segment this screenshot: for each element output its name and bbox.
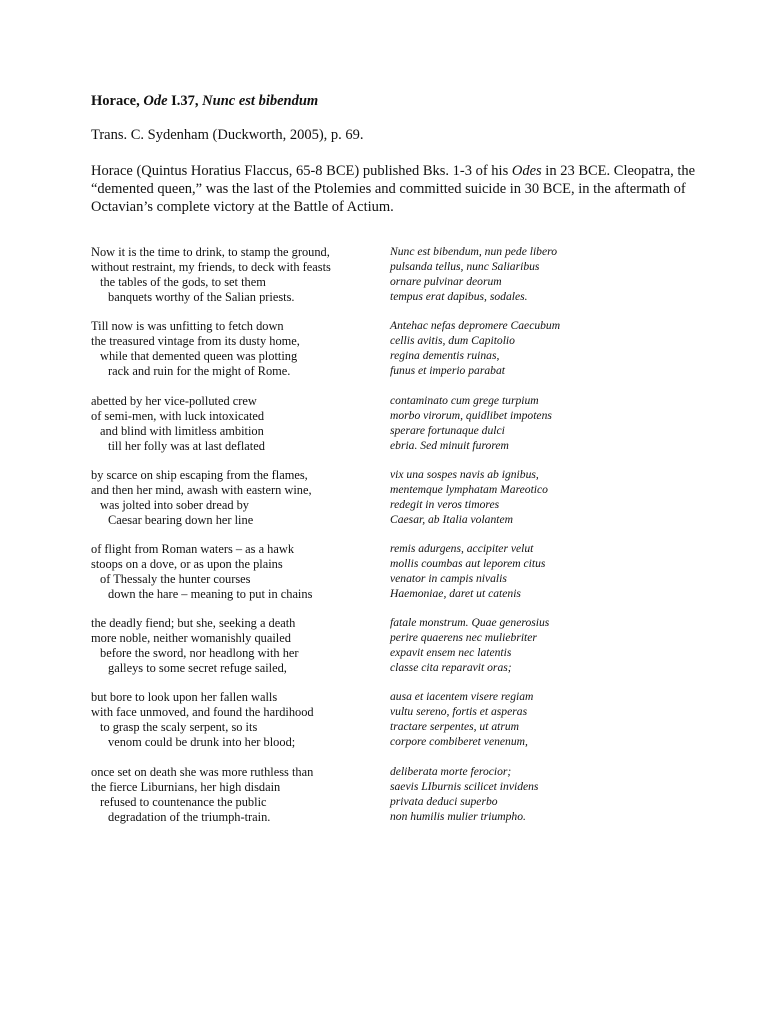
english-line: venom could be drunk into her blood;	[108, 734, 296, 749]
latin-line: ausa et iacentem visere regiam	[390, 690, 534, 703]
latin-stanza	[390, 394, 690, 454]
english-line: was jolted into sober dread by	[100, 497, 249, 512]
english-stanza	[91, 394, 381, 454]
english-line: and then her mind, awash with eastern wine,	[91, 482, 312, 497]
latin-line: non humilis mulier triumpho.	[390, 809, 526, 823]
title-prefix: Horace,	[91, 93, 144, 109]
english-line: and blind with limitless ambition	[100, 423, 264, 438]
english-line: by scarce on ship escaping from the flames,	[91, 468, 308, 482]
title-number: I.37,	[167, 93, 203, 109]
latin-line: deliberata morte ferocior;	[390, 765, 512, 778]
latin-line: redegit in veros timores	[390, 497, 500, 511]
latin-stanza	[390, 468, 690, 528]
latin-line: vultu sereno, fortis et asperas	[390, 704, 528, 718]
latin-line: cellis avitis, dum Capitolio	[390, 333, 515, 347]
english-line: refused to countenance the public	[100, 794, 267, 809]
latin-line: corpore combiberet venenum,	[390, 734, 528, 748]
intro-line-2: “demented queen,” was the last of the Ptolemies and committed suicide in 30 BCE, in the aftermath of	[91, 181, 686, 197]
english-stanza	[91, 765, 381, 825]
latin-line: classe cita reparavit oras;	[390, 660, 512, 674]
english-stanza	[91, 468, 381, 528]
english-stanza	[91, 319, 381, 379]
english-line: the treasured vintage from its dusty home,	[91, 333, 300, 348]
title-ode: Ode	[143, 93, 168, 109]
latin-stanza	[390, 542, 690, 602]
intro-paragraph	[91, 162, 696, 216]
latin-line: vix una sospes navis ab ignibus,	[390, 468, 539, 481]
latin-stanza	[390, 690, 690, 750]
english-line: without restraint, my friends, to deck with feasts	[91, 259, 331, 274]
english-line: the fierce Liburnians, her high disdain	[91, 779, 281, 794]
english-line: rack and ruin for the might of Rome.	[108, 363, 291, 378]
latin-line: venator in campis nivalis	[390, 571, 507, 585]
latin-stanza	[390, 765, 690, 825]
english-line: but bore to look upon her fallen walls	[91, 690, 278, 704]
english-line: galleys to some secret refuge sailed,	[108, 660, 287, 675]
latin-line: sperare fortunaque dulci	[390, 423, 505, 437]
latin-line: tempus erat dapibus, sodales.	[390, 289, 528, 303]
translation-note: Trans. C. Sydenham (Duckworth, 2005), p. 69.	[91, 127, 364, 143]
title-latin: Nunc est bibendum	[202, 93, 319, 109]
english-stanza	[91, 542, 381, 602]
english-line: more noble, neither womanishly quailed	[91, 630, 291, 645]
english-line: to grasp the scaly serpent, so its	[100, 719, 258, 734]
latin-stanza	[390, 319, 690, 379]
english-line: Till now is was unfitting to fetch down	[91, 319, 284, 333]
latin-line: privata deduci superbo	[390, 794, 498, 808]
latin-stanza	[390, 616, 690, 676]
english-line: degradation of the triumph-train.	[108, 809, 271, 824]
latin-line: mollis coumbas aut leporem citus	[390, 556, 546, 570]
english-line: before the sword, nor headlong with her	[100, 645, 299, 660]
latin-line: fatale monstrum. Quae generosius	[390, 616, 550, 629]
english-line: Now it is the time to drink, to stamp the ground,	[91, 245, 330, 259]
english-line: once set on death she was more ruthless than	[91, 765, 314, 779]
english-line: abetted by her vice-polluted crew	[91, 394, 257, 408]
english-line: down the hare – meaning to put in chains	[108, 586, 313, 601]
intro-line-3: Octavian’s complete victory at the Battle of Actium.	[91, 199, 394, 215]
latin-line: Nunc est bibendum, nun pede libero	[390, 245, 558, 258]
latin-line: tractare serpentes, ut atrum	[390, 719, 520, 733]
latin-line: Caesar, ab Italia volantem	[390, 512, 514, 526]
document-title	[91, 93, 318, 110]
english-line: the tables of the gods, to set them	[100, 274, 266, 289]
latin-stanza	[390, 245, 690, 305]
latin-line: ebria. Sed minuit furorem	[390, 438, 509, 452]
english-stanza	[91, 690, 381, 750]
english-line: while that demented queen was plotting	[100, 348, 298, 363]
intro-line-1-a: Horace (Quintus Horatius Flaccus, 65-8 BCE) published Bks. 1-3 of his	[91, 163, 512, 179]
english-line: of semi-men, with luck intoxicated	[91, 408, 265, 423]
latin-line: mentemque lymphatam Mareotico	[390, 482, 548, 496]
english-line: Caesar bearing down her line	[108, 512, 254, 527]
latin-line: contaminato cum grege turpium	[390, 394, 539, 407]
english-stanza	[91, 616, 381, 676]
latin-line: saevis LIburnis scilicet invidens	[390, 779, 539, 793]
english-line: with face unmoved, and found the hardihood	[91, 704, 314, 719]
intro-odes-italic: Odes	[511, 163, 542, 179]
latin-line: ornare pulvinar deorum	[390, 274, 502, 288]
english-line: stoops on a dove, or as upon the plains	[91, 556, 283, 571]
intro-line-1-b: in 23 BCE. Cleopatra, the	[541, 163, 696, 179]
english-line: till her folly was at last deflated	[108, 438, 265, 453]
english-stanza	[91, 245, 381, 305]
english-line: of Thessaly the hunter courses	[100, 571, 251, 586]
intro-line-1	[91, 162, 696, 180]
latin-line: regina dementis ruinas,	[390, 348, 500, 362]
latin-line: pulsanda tellus, nunc Saliaribus	[390, 259, 540, 273]
latin-line: funus et imperio parabat	[390, 363, 505, 377]
latin-line: Antehac nefas depromere Caecubum	[390, 319, 561, 332]
english-line: the deadly fiend; but she, seeking a death	[91, 616, 296, 630]
latin-line: Haemoniae, daret ut catenis	[390, 586, 521, 600]
latin-line: remis adurgens, accipiter velut	[390, 542, 534, 555]
latin-line: expavit ensem nec latentis	[390, 645, 512, 659]
english-line: of flight from Roman waters – as a hawk	[91, 542, 295, 556]
english-line: banquets worthy of the Salian priests.	[108, 289, 295, 304]
latin-line: morbo virorum, quidlibet impotens	[390, 408, 552, 422]
latin-line: perire quaerens nec muliebriter	[390, 630, 537, 644]
